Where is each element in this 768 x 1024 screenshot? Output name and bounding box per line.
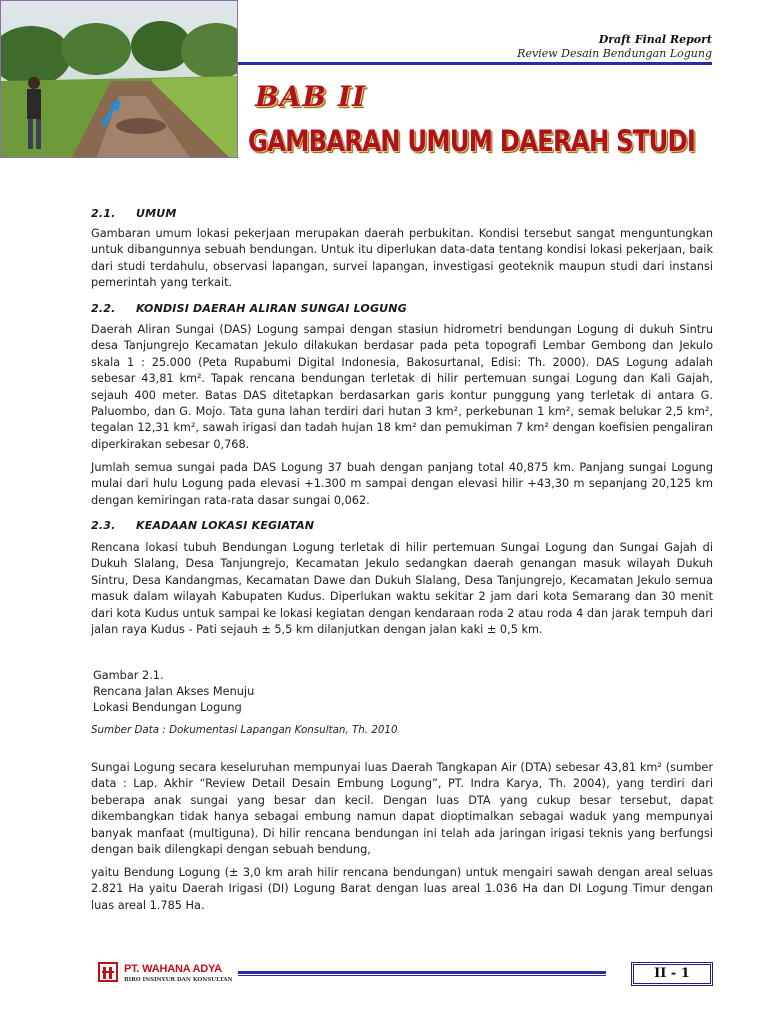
report-subtitle: Review Desain Bendungan Logung: [517, 47, 712, 60]
section-title: KONDISI DAERAH ALIRAN SUNGAI LOGUNG: [136, 302, 407, 315]
figure-caption-line: Rencana Jalan Akses Menuju: [93, 685, 255, 698]
logo-mark-icon: [98, 962, 118, 982]
paragraph: Rencana lokasi tubuh Bendungan Logung terletak di hilir pertemuan Sungai Logung dan Sungai Gajah di Dukuh Slalang, Desa Tanjungrejo, Kecamatan Jekulo sedangkan daerah genangan masuk wilayah Dukuh Sintru, Desa Kandangmas, Kecamatan Dawe dan Dukuh Slalang, Desa Tanjungrejo, Kecamatan Jekulo semua masuk dalam wilayah Kabupaten Kudus. Diperlukan waktu sekitar 2 jam dari kota Semarang dan 30 menit dari kota Kudus untuk sampai ke lokasi kegiatan dengan kendaraan roda 2 atau roda 4 dan jarak tempuh dari jalan raya Kudus - Pati sejauh ± 5,5 km dilanjutkan dengan jalan kaki ± 0,5 km.: [91, 541, 713, 637]
figure-caption-line: Lokasi Bendungan Logung: [93, 701, 242, 714]
section-kondisi-das: [91, 301, 713, 317]
section-number: 2.1.: [91, 207, 116, 220]
section-title: UMUM: [136, 207, 177, 220]
section-number: 2.2.: [91, 302, 116, 315]
report-header: [517, 33, 712, 60]
header-rule: [238, 62, 712, 65]
section-heading: [91, 518, 713, 534]
figure-caption: [93, 668, 715, 716]
company-name: PT. WAHANA ADYA: [124, 963, 222, 975]
section-heading: [91, 301, 713, 317]
figure-label: Gambar 2.1.: [93, 669, 164, 682]
paragraph: Daerah Aliran Sungai (DAS) Logung sampai dengan stasiun hidrometri bendungan Logung di dukuh Sintru desa Tanjungrejo Kecamatan Jekulo dilakukan berdasar pada peta topografi Lembar Gembong dan Jekulo skala 1 : 25.000 (Peta Rupabumi Digital Indonesia, Bakosurtanal, Edisi: Th. 2000). DAS Logung adalah sebesar 43,81 km². Tapak rencana bendungan terletak di hilir pertemuan sungai Logung dan Kali Gajah, sejauh 400 meter. Batas DAS ditetapkan berdasarkan garis kontur punggung yang terletak di antara G. Paluombo, dan G. Mojo. Tata guna lahan terdiri dari hutan 3 km², perkebunan 1 km², semak belukar 2,5 km², tegalan 12,31 km², sawah irigasi dan tadah hujan 18 km² dan pemukiman 7 km² dengan koefisien pengaliran diperkirakan sebesar 0,768.: [91, 323, 713, 451]
page-number: II - 1: [631, 962, 713, 986]
company-tagline: BIRO INSINYUR DAN KONSULTAN: [124, 977, 233, 983]
chapter-label: BAB II: [255, 80, 366, 113]
paragraph: yaitu Bendung Logung (± 3,0 km arah hilir rencana bendungan) untuk mengairi sawah dengan areal seluas 2.821 Ha yaitu Daerah Irigasi (DI) Logung Barat dengan luas areal 1.036 Ha dan DI Logung Timur dengan luas areal 1.785 Ha.: [91, 866, 713, 912]
footer-rule-thin: [238, 975, 606, 976]
section-title: KEADAAN LOKASI KEGIATAN: [136, 519, 315, 532]
paragraph: Gambaran umum lokasi pekerjaan merupakan daerah perbukitan. Kondisi tersebut sangat menguntungkan untuk dibangunnya sebuah bendungan. Untuk itu diperlukan data-data tentang kondisi lokasi pekerjaan, baik dari studi terdahulu, observasi lapangan, survei lapangan, investigasi geoteknik maupun studi dari instansi pemerintah yang terkait.: [91, 227, 713, 290]
footer-rule: [238, 971, 606, 974]
header-photo-dirt-road: [0, 0, 238, 158]
report-title: Draft Final Report: [598, 33, 712, 46]
section-umum: [91, 206, 713, 222]
section-keadaan-lokasi: [91, 518, 713, 534]
section-number: 2.3.: [91, 519, 116, 532]
paragraph: Jumlah semua sungai pada DAS Logung 37 buah dengan panjang total 40,875 km. Panjang sungai Logung mulai dari hulu Logung pada elevasi +1.300 m sampai dengan elevasi hilir +43,30 m sepanjang 20,125 km dengan kemiringan rata-rata dasar sungai 0,062.: [91, 461, 713, 507]
section-heading: [91, 206, 713, 222]
figure-source: Sumber Data : Dokumentasi Lapangan Konsultan, Th. 2010: [91, 724, 398, 736]
company-logo: [98, 962, 238, 986]
chapter-title: GAMBARAN UMUM DAERAH STUDI: [248, 124, 696, 158]
paragraph: Sungai Logung secara keseluruhan mempunyai luas Daerah Tangkapan Air (DTA) sebesar 43,81 km² (sumber data : Lap. Akhir “Review Detail Desain Embung Logung”, PT. Indra Karya, Th. 2004), yang terdiri dari beberapa anak sungai yang besar dan kecil. Dengan luas DTA yang cukup besar tersebut, dapat dikembangkan tidak hanya sebagai embung namun dapat dioptimalkan sebagai waduk yang mempunyai banyak manfaat (multiguna). Di hilir rencana bendungan ini telah ada jaringan irigasi teknis yang berfungsi dengan baik dilengkapi dengan sebuah bendung,: [91, 761, 713, 857]
